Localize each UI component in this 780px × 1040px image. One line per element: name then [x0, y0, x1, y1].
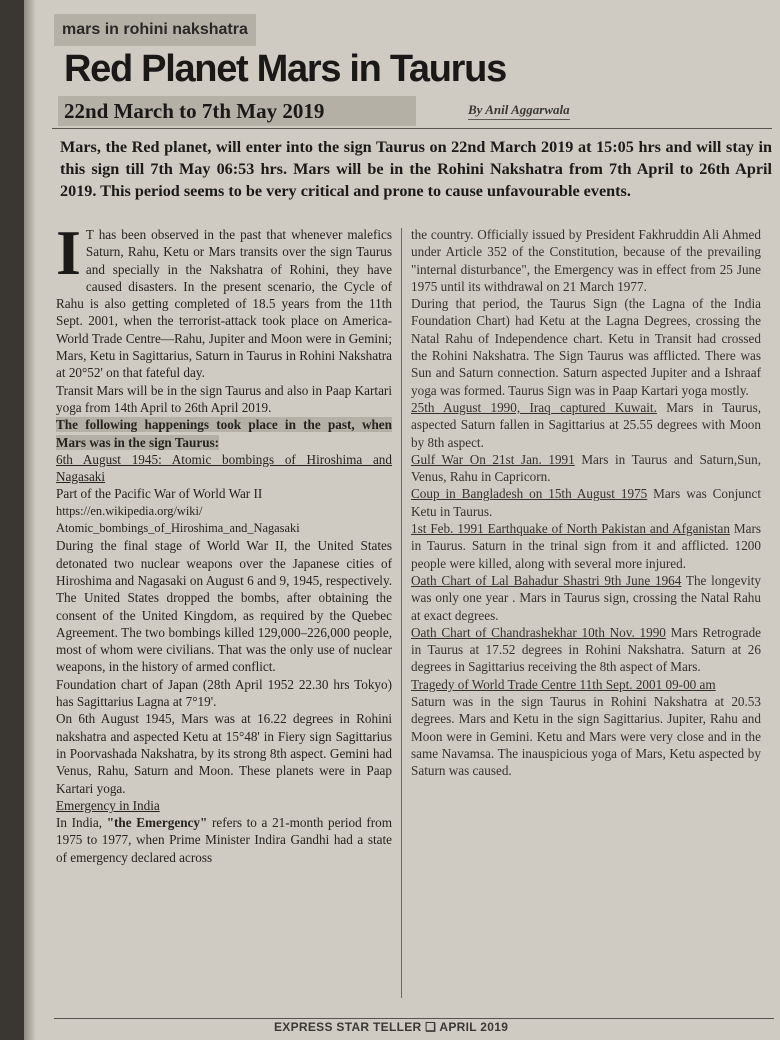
hiroshima-heading: 6th August 1945: Atomic bombings of Hiroshima and Nagasaki	[56, 451, 392, 485]
column-divider	[401, 228, 402, 998]
bangladesh-coup-event: Coup in Bangladesh on 15th August 1975 Mars was Conjunct Ketu in Taurus.	[411, 486, 761, 519]
past-events-heading: The following happenings took place in the past, when Mars was in the sign Taurus:	[56, 417, 392, 450]
opening-paragraph: I T has been observed in the past that whenever malefics Saturn, Rahu, Ketu or Mars transits over the sign Taurus and specially in the Nakshatra of Rohini, they have caused disasters. In the present scenario, the Cycle of Rahu is also getting completed of 18.5 years from the 11th Sept. 2001, when the terrorist-attack took place on America-World Trade Centre—Rahu, Jupiter and Moon were in Gemini; Mars, Ketu in Sagittarius, Saturn in Taurus in Rohini Nakshatra at 20°52' on that fateful day.	[56, 217, 392, 381]
earthquake-event: 1st Feb. 1991 Earthquake of North Pakistan and Afganistan Mars in Taurus. Saturn in the trinal sign from it and afflicted. 1200 people were killed, along with several more injured.	[411, 521, 761, 571]
header-divider	[52, 128, 772, 129]
left-column	[56, 217, 392, 866]
transit-paragraph: Transit Mars will be in the sign Taurus and also in Paap Kartari yoga from 14th April to 26th April 2019.	[56, 382, 392, 415]
right-column	[411, 226, 761, 780]
mars-1945-paragraph: On 6th August 1945, Mars was at 16.22 degrees in Rohini nakshatra and aspected Ketu at 15°48' in Fiery sign Sagittarius in Poorvashada Nakshatra, by its strong 8th aspect. Gemini had Venus, Rahu, Saturn and Moon. These planets were in Paap Kartari yoga.	[56, 711, 392, 796]
magazine-page	[24, 0, 780, 1040]
wtc-tragedy-heading: Tragedy of World Trade Centre 11th Sept. 2001 09-00 am	[411, 676, 716, 692]
pacific-war-line: Part of the Pacific War of World War II	[56, 486, 263, 502]
chandrashekhar-oath-event: Oath Chart of Chandrashekhar 10th Nov. 1990 Mars Retrograde in Taurus at 17.52 degrees in Rohini Nakshatra. Saturn at 26 degrees in Sagittarius receiving the 8th aspect of Mars.	[411, 624, 762, 675]
article-date: 22nd March to 7th May 2019	[64, 99, 325, 123]
article-intro: Mars, the Red planet, will enter into the sign Taurus on 22nd March 2019 at 15:05 hrs and will stay in this sign till 7th May 06:53 hrs. Mars will be in the Rohini Nakshatra from 7th April to 26th April 2019. This period seems to be very critical and prone to cause unfavourable events.	[60, 138, 772, 200]
hiroshima-paragraph: During the final stage of World War II, the United States detonated two nuclear weapons over the Japanese cities of Hiroshima and Nagasaki on August 6 and 9, 1945, respectively. The United States dropped the bombs, after obtaining the consent of the United Kingdom, as required by the Quebec Agreement. The two bombings killed 129,000–226,000 people, most of whom were civilians. That was the only use of nuclear weapons, in the history of armed conflict.	[56, 538, 392, 675]
article-byline: By Anil Aggarwala	[468, 102, 570, 120]
shastri-oath-event: Oath Chart of Lal Bahadur Shastri 9th June 1964 The longevity was only one year . Mars in Taurus sign, crossing the Natal Rahu at exact degrees.	[411, 572, 761, 623]
wiki-url-line-2: Atomic_bombings_of_Hiroshima_and_Nagasaki	[56, 521, 300, 536]
emergency-paragraph: In India, "the Emergency" refers to a 21-month period from 1975 to 1977, when Prime Minister Indira Gandhi had a state of emergency declared across	[56, 815, 392, 865]
drop-cap: I	[56, 217, 81, 288]
wtc-tragedy-paragraph: Saturn was in the sign Taurus in Rohini Nakshatra at 20.53 degrees. Mars and Ketu in the sign Sagittarius. Jupiter, Rahu and Moon were in Gemini. Ketu and Mars were very close and in the same Navamsa. The inauspicious yoga of Mars, Ketu aspected by Saturn was caused.	[411, 694, 761, 779]
emergency-taurus-paragraph: During that period, the Taurus Sign (the Lagna of the India Foundation Chart) had Ketu at the Lagna Degrees, crossing the Natal Rahu of Independence chart. Ketu in Transit had crossed the Rohini Nakshatra. The Sign Taurus was afflicted. There was Sun and Saturn connection. Saturn aspected Jupiter and a Ishraaf yoga was formed. Taurus Sign was in Paap Kartari yoga mostly.	[411, 296, 761, 398]
gulf-war-event: Gulf War On 21st Jan. 1991 Mars in Taurus and Saturn,Sun, Venus, Rahu in Capricorn.	[411, 451, 761, 485]
footer-rule	[54, 1018, 774, 1019]
page-footer: EXPRESS STAR TELLER ❑ APRIL 2019	[274, 1020, 509, 1034]
kuwait-event: 25th August 1990, Iraq captured Kuwait. Mars in Taurus, aspected Saturn fallen in Sagittarius at 25.55 degrees with Moon by 8th aspect.	[411, 399, 761, 450]
section-kicker: mars in rohini nakshatra	[54, 14, 256, 46]
article-title: Red Planet Mars in Taurus	[64, 48, 506, 90]
emergency-continued: the country. Officially issued by President Fakhruddin Ali Ahmed under Article 352 of the Constitution, because of the prevailing "internal disturbance", the Emergency was in effect from 25 June 1975 until its withdrawal on 21 March 1977.	[411, 227, 761, 294]
emergency-heading: Emergency in India	[56, 797, 160, 813]
wiki-url-line-1: https://en.wikipedia.org/wiki/	[56, 503, 203, 518]
japan-chart-paragraph: Foundation chart of Japan (28th April 1952 22.30 hrs Tokyo) has Sagittarius Lagna at 7°19'.	[56, 676, 392, 710]
